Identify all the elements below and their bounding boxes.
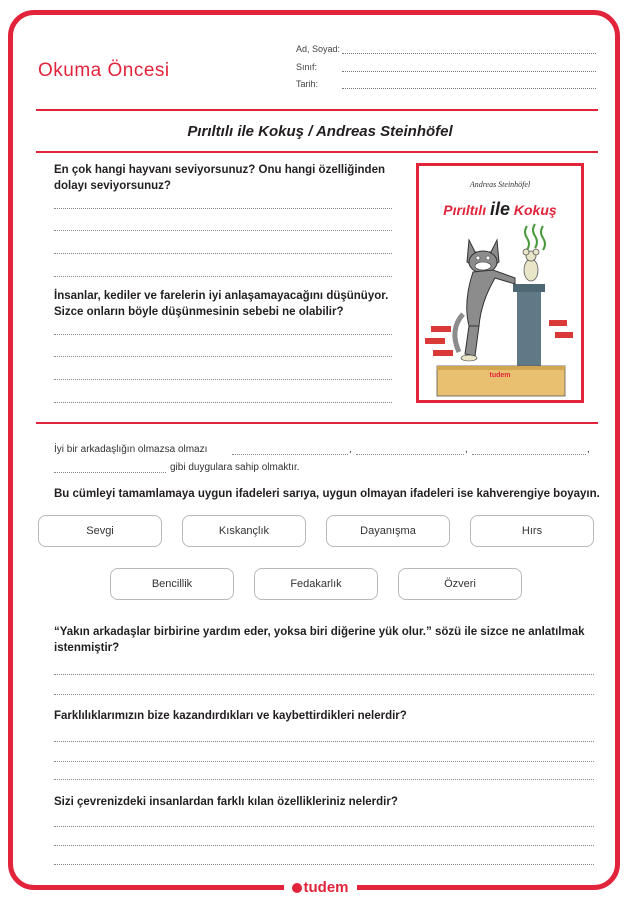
question-3: “Yakın arkadaşlar birbirine yardım eder, yoksa biri diğerine yük olur.” sözü ile sizce ne anlatılmak istenmiştir? <box>54 626 585 654</box>
answer-line[interactable] <box>54 253 392 254</box>
word-chip-dayanisma[interactable]: Dayanışma <box>326 515 450 547</box>
publisher-logo: tudem <box>284 879 357 896</box>
answer-line[interactable] <box>54 402 392 403</box>
answer-line[interactable] <box>54 864 594 865</box>
word-chip-kiskanclik[interactable]: Kıskançlık <box>182 515 306 547</box>
date-label: Tarih: <box>296 79 319 89</box>
answer-line[interactable] <box>54 741 594 742</box>
cover-publisher: tudem <box>489 372 511 379</box>
answer-line[interactable] <box>54 674 594 675</box>
logo-mark-icon <box>292 883 302 893</box>
book-heading: Pırıltılı ile Kokuş / Andreas Steinhöfel <box>187 123 453 140</box>
answer-line[interactable] <box>54 845 594 846</box>
cover-title-word-2: ile <box>489 199 510 219</box>
answer-line[interactable] <box>54 230 392 231</box>
answer-line[interactable] <box>54 208 392 209</box>
answer-line[interactable] <box>54 356 392 357</box>
word-chip-fedakarlik[interactable]: Fedakarlık <box>254 568 378 600</box>
answer-line[interactable] <box>54 379 392 380</box>
book-cover-image <box>416 163 584 403</box>
question-5: Sizi çevrenizdeki insanlardan farklı kılan özellikleriniz nelerdir? <box>54 796 398 808</box>
question-1: En çok hangi hayvanı seviyorsunuz? Onu hangi özelliğinden dolayı seviyorsunuz? <box>54 164 385 192</box>
word-chip-sevgi[interactable]: Sevgi <box>38 515 162 547</box>
answer-line[interactable] <box>54 334 392 335</box>
cover-title <box>419 199 581 220</box>
divider <box>36 422 598 424</box>
divider <box>36 109 598 111</box>
class-label: Sınıf: <box>296 62 318 72</box>
answer-line[interactable] <box>54 779 594 780</box>
footer <box>0 879 640 897</box>
blank-3[interactable] <box>472 454 586 455</box>
answer-line[interactable] <box>54 761 594 762</box>
name-label: Ad, Soyad: <box>296 44 341 54</box>
word-chip-ozveri[interactable]: Özveri <box>398 568 522 600</box>
blank-2[interactable] <box>356 454 464 455</box>
blank-4[interactable] <box>54 472 166 473</box>
cover-title-word-1: Pırıltılı <box>443 202 487 218</box>
blank-1[interactable] <box>232 454 348 455</box>
divider <box>36 151 598 153</box>
sentence-part-1: İyi bir arkadaşlığın olmazsa olmazı <box>54 444 208 455</box>
word-chip-hirs[interactable]: Hırs <box>470 515 594 547</box>
name-field[interactable] <box>342 53 596 54</box>
answer-line[interactable] <box>54 276 392 277</box>
sentence-part-2: gibi duygulara sahip olmaktır. <box>170 462 300 473</box>
cover-author: Andreas Steinhöfel <box>469 180 531 189</box>
answer-line[interactable] <box>54 826 594 827</box>
section-title: Okuma Öncesi <box>38 60 170 81</box>
question-2: İnsanlar, kediler ve farelerin iyi anlaşamayacağını düşünüyor. Sizce onların böyle düşünmesinin sebebi ne olabilir? <box>54 290 389 318</box>
instruction: Bu cümleyi tamamlamaya uygun ifadeleri sarıya, uygun olmayan ifadeleri ise kahverengiye boyayın. <box>54 488 600 500</box>
word-chip-bencillik[interactable]: Bencillik <box>110 568 234 600</box>
class-field[interactable] <box>342 71 596 72</box>
answer-line[interactable] <box>54 694 594 695</box>
cover-title-word-3: Kokuş <box>513 202 557 218</box>
date-field[interactable] <box>342 88 596 89</box>
question-4: Farklılıklarımızın bize kazandırdıkları ve kaybettirdikleri nelerdir? <box>54 710 407 722</box>
